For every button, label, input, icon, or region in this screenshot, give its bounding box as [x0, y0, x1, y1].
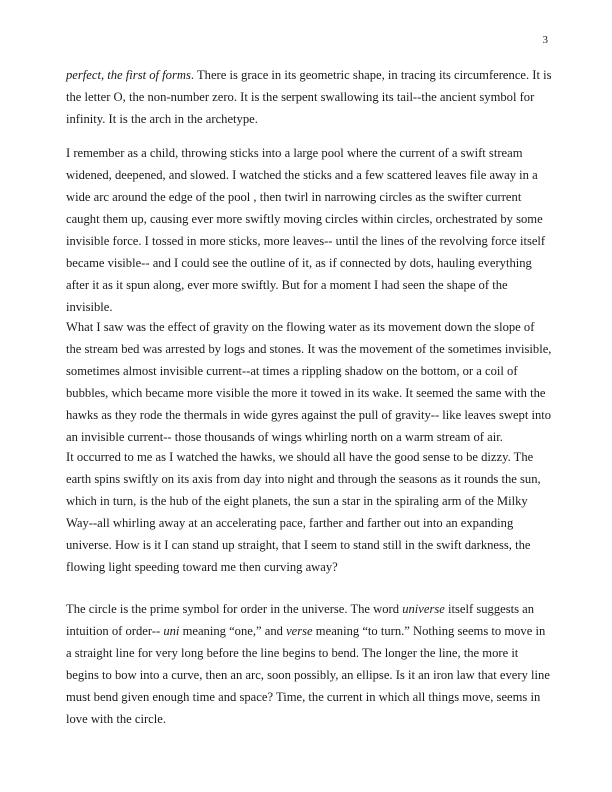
paragraph-text-segment: itself suggests an intuition of order-- [66, 602, 535, 638]
paragraph-text: . There is grace in its geometric shape, in tracing its circumference. It is the letter O, the non-number zero. It is the serpent swallowing its tail--the ancient symbol for infinity. It is the arch in the archetype. [66, 68, 552, 126]
paragraph-text: I remember as a child, throwing sticks into a large pool where the current of a swift stream widened, deepened, and slowed. I watched the sticks and a few scattered leaves file away in a wide arc around the edge of the pool , then twirl in narrowing circles as the swifter current caught them up, causing ever more swiftly moving circles within circles, orchestrated by some invisible force. I tossed in more sticks, more leaves-- until the lines of the revolving force itself became visible-- and I could see the outline of it, as if connected by dots, hauling everything after it as it spun along, ever more swiftly. But for a moment I had seen the shape of the invisible. [66, 146, 546, 314]
paragraph-dizzy-earth [66, 446, 552, 578]
paragraph-childhood-pool [66, 142, 552, 318]
italic-phrase-first-of-forms: perfect, the first of forms [66, 68, 191, 82]
paragraph-text-segment: The circle is the prime symbol for order in the universe. The word [66, 602, 403, 616]
paragraph-text-segment: meaning “one,” and [179, 624, 287, 638]
italic-word-verse: verse [286, 624, 313, 638]
paragraph-text: It occurred to me as I watched the hawks, we should all have the good sense to be dizzy. The earth spins swiftly on its axis from day into night and through the seasons as it rounds the sun, which in turn, is the hub of the eight planets, the sun a star in the spiraling arm of the Milky Way--all whirling away at an accelerating pace, farther and farther out into an expanding universe. How is it I can stand up straight, that I seem to stand still in the swift darkness, the flowing light speeding toward me then curving away? [66, 450, 541, 574]
paragraph-circle-perfection [66, 64, 552, 130]
paragraph-text-segment: meaning “to turn.” Nothing seems to move in a straight line for very long before the line begins to bend. The longer the line, the more it begins to bow into a curve, then an arc, soon possibly, an ellipse. Is it an iron law that every line must bend given enough time and space? Time, the current in which all things move, seems in love with the circle. [66, 624, 550, 726]
paragraph-gravity-water [66, 316, 552, 448]
paragraph-text: What I saw was the effect of gravity on the flowing water as its movement down the slope of the stream bed was arrested by logs and stones. It was the movement of the sometimes invisible, sometimes almost invisible current--at times a rippling shadow on the bottom, or a coil of bubbles, which became more visible the more it towed in its wake. It seemed the same with the hawks as they rode the thermals in wide gyres against the pull of gravity-- like leaves swept into an invisible current-- those thousands of wings whirling north on a warm stream of air. [66, 320, 552, 444]
italic-word-universe: universe [402, 602, 445, 616]
italic-word-uni: uni [163, 624, 180, 638]
paragraph-circle-symbol [66, 598, 552, 730]
page-number: 3 [542, 34, 548, 46]
